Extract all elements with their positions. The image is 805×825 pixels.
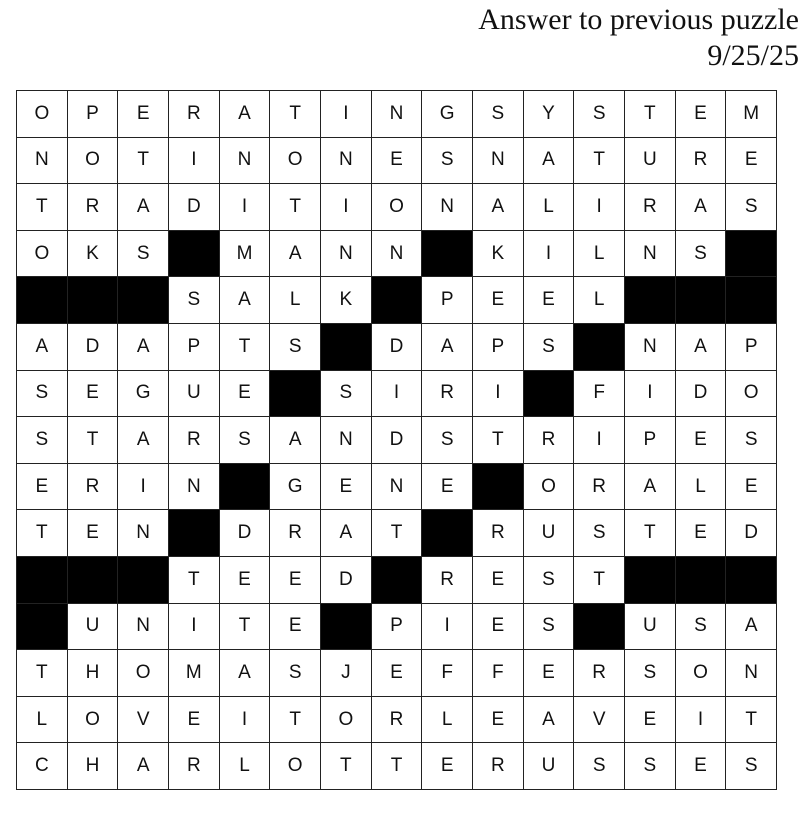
letter-cell: V: [118, 697, 169, 744]
letter-cell: E: [270, 604, 321, 651]
black-square: [372, 277, 423, 324]
letter-cell: I: [321, 184, 372, 231]
letter-cell: R: [676, 138, 727, 185]
letter-cell: A: [524, 697, 575, 744]
black-square: [574, 324, 625, 371]
letter-cell: E: [422, 464, 473, 511]
black-square: [625, 277, 676, 324]
letter-cell: S: [17, 371, 68, 418]
header-title: Answer to previous puzzle: [478, 3, 799, 36]
letter-cell: K: [68, 231, 119, 278]
letter-cell: T: [220, 604, 271, 651]
letter-cell: L: [524, 184, 575, 231]
black-square: [169, 231, 220, 278]
letter-cell: J: [321, 650, 372, 697]
letter-cell: R: [169, 417, 220, 464]
letter-cell: E: [473, 557, 524, 604]
letter-cell: D: [726, 510, 777, 557]
letter-cell: U: [524, 510, 575, 557]
black-square: [473, 464, 524, 511]
letter-cell: O: [726, 371, 777, 418]
letter-cell: R: [270, 510, 321, 557]
letter-cell: I: [169, 138, 220, 185]
letter-cell: A: [220, 650, 271, 697]
letter-cell: E: [524, 277, 575, 324]
letter-cell: A: [676, 324, 727, 371]
letter-cell: N: [372, 231, 423, 278]
letter-cell: E: [68, 510, 119, 557]
letter-cell: S: [524, 324, 575, 371]
letter-cell: R: [169, 743, 220, 790]
letter-cell: N: [118, 510, 169, 557]
letter-cell: T: [625, 91, 676, 138]
letter-cell: N: [625, 231, 676, 278]
letter-cell: E: [473, 277, 524, 324]
letter-cell: A: [118, 743, 169, 790]
letter-cell: S: [574, 510, 625, 557]
letter-cell: U: [625, 604, 676, 651]
letter-cell: L: [574, 231, 625, 278]
letter-cell: P: [68, 91, 119, 138]
black-square: [17, 604, 68, 651]
letter-cell: U: [625, 138, 676, 185]
letter-cell: T: [625, 510, 676, 557]
letter-cell: S: [473, 91, 524, 138]
letter-cell: R: [68, 184, 119, 231]
letter-cell: N: [220, 138, 271, 185]
letter-cell: N: [169, 464, 220, 511]
letter-cell: D: [372, 324, 423, 371]
letter-cell: A: [321, 510, 372, 557]
letter-cell: A: [473, 184, 524, 231]
letter-cell: E: [473, 604, 524, 651]
letter-cell: R: [473, 510, 524, 557]
letter-cell: E: [372, 138, 423, 185]
letter-cell: O: [68, 138, 119, 185]
letter-cell: S: [726, 743, 777, 790]
letter-cell: P: [473, 324, 524, 371]
letter-cell: O: [676, 650, 727, 697]
black-square: [676, 557, 727, 604]
letter-cell: T: [473, 417, 524, 464]
letter-cell: T: [68, 417, 119, 464]
letter-cell: E: [676, 743, 727, 790]
black-square: [321, 324, 372, 371]
letter-cell: I: [220, 697, 271, 744]
letter-cell: H: [68, 743, 119, 790]
letter-cell: E: [726, 138, 777, 185]
black-square: [118, 557, 169, 604]
letter-cell: R: [524, 417, 575, 464]
letter-cell: N: [625, 324, 676, 371]
letter-cell: P: [372, 604, 423, 651]
letter-cell: L: [220, 743, 271, 790]
letter-cell: N: [17, 138, 68, 185]
letter-cell: N: [321, 417, 372, 464]
letter-cell: I: [676, 697, 727, 744]
letter-cell: S: [726, 184, 777, 231]
black-square: [17, 557, 68, 604]
letter-cell: S: [422, 138, 473, 185]
letter-cell: N: [473, 138, 524, 185]
letter-cell: V: [574, 697, 625, 744]
letter-cell: U: [524, 743, 575, 790]
letter-cell: E: [676, 91, 727, 138]
letter-cell: T: [270, 91, 321, 138]
letter-cell: G: [118, 371, 169, 418]
letter-cell: D: [220, 510, 271, 557]
letter-cell: T: [574, 138, 625, 185]
letter-cell: I: [372, 371, 423, 418]
letter-cell: P: [169, 324, 220, 371]
letter-cell: T: [726, 697, 777, 744]
letter-cell: R: [372, 697, 423, 744]
letter-cell: O: [17, 231, 68, 278]
header-date: 9/25/25: [707, 39, 799, 72]
letter-cell: E: [726, 464, 777, 511]
letter-cell: S: [270, 324, 321, 371]
letter-cell: T: [270, 697, 321, 744]
letter-cell: E: [118, 91, 169, 138]
letter-cell: F: [574, 371, 625, 418]
letter-cell: S: [574, 743, 625, 790]
letter-cell: A: [118, 324, 169, 371]
letter-cell: I: [524, 231, 575, 278]
puzzle-header: [478, 2, 799, 74]
letter-cell: R: [68, 464, 119, 511]
black-square: [169, 510, 220, 557]
letter-cell: D: [372, 417, 423, 464]
letter-cell: O: [270, 743, 321, 790]
letter-cell: A: [270, 417, 321, 464]
black-square: [220, 464, 271, 511]
letter-cell: N: [372, 464, 423, 511]
letter-cell: N: [422, 184, 473, 231]
letter-cell: O: [321, 697, 372, 744]
letter-cell: R: [473, 743, 524, 790]
letter-cell: O: [270, 138, 321, 185]
letter-cell: E: [17, 464, 68, 511]
letter-cell: S: [321, 371, 372, 418]
letter-cell: R: [422, 371, 473, 418]
letter-cell: S: [524, 557, 575, 604]
letter-cell: G: [422, 91, 473, 138]
letter-cell: A: [118, 184, 169, 231]
letter-cell: Y: [524, 91, 575, 138]
letter-cell: N: [118, 604, 169, 651]
black-square: [422, 510, 473, 557]
letter-cell: E: [524, 650, 575, 697]
black-square: [625, 557, 676, 604]
letter-cell: A: [676, 184, 727, 231]
black-square: [17, 277, 68, 324]
letter-cell: D: [68, 324, 119, 371]
letter-cell: P: [422, 277, 473, 324]
letter-cell: S: [17, 417, 68, 464]
letter-cell: L: [676, 464, 727, 511]
letter-cell: M: [726, 91, 777, 138]
letter-cell: I: [574, 184, 625, 231]
letter-cell: U: [169, 371, 220, 418]
letter-cell: F: [422, 650, 473, 697]
letter-cell: P: [726, 324, 777, 371]
black-square: [68, 557, 119, 604]
letter-cell: S: [574, 91, 625, 138]
letter-cell: R: [625, 184, 676, 231]
letter-cell: S: [625, 650, 676, 697]
black-square: [726, 557, 777, 604]
letter-cell: A: [220, 277, 271, 324]
letter-cell: N: [321, 231, 372, 278]
letter-cell: K: [473, 231, 524, 278]
letter-cell: E: [372, 650, 423, 697]
letter-cell: A: [625, 464, 676, 511]
letter-cell: M: [220, 231, 271, 278]
letter-cell: S: [524, 604, 575, 651]
letter-cell: E: [676, 417, 727, 464]
letter-cell: O: [17, 91, 68, 138]
letter-cell: T: [372, 510, 423, 557]
letter-cell: S: [625, 743, 676, 790]
letter-cell: L: [422, 697, 473, 744]
letter-cell: H: [68, 650, 119, 697]
letter-cell: E: [473, 697, 524, 744]
letter-cell: A: [726, 604, 777, 651]
black-square: [524, 371, 575, 418]
letter-cell: D: [169, 184, 220, 231]
letter-cell: T: [118, 138, 169, 185]
letter-cell: G: [270, 464, 321, 511]
letter-cell: T: [270, 184, 321, 231]
letter-cell: E: [270, 557, 321, 604]
letter-cell: S: [270, 650, 321, 697]
letter-cell: N: [372, 91, 423, 138]
letter-cell: S: [169, 277, 220, 324]
letter-cell: S: [422, 417, 473, 464]
letter-cell: I: [321, 91, 372, 138]
letter-cell: N: [321, 138, 372, 185]
letter-cell: I: [473, 371, 524, 418]
letter-cell: O: [118, 650, 169, 697]
letter-cell: C: [17, 743, 68, 790]
letter-cell: D: [321, 557, 372, 604]
letter-cell: T: [169, 557, 220, 604]
letter-cell: R: [574, 464, 625, 511]
letter-cell: E: [676, 510, 727, 557]
letter-cell: R: [422, 557, 473, 604]
letter-cell: S: [118, 231, 169, 278]
letter-cell: E: [169, 697, 220, 744]
black-square: [270, 371, 321, 418]
letter-cell: S: [220, 417, 271, 464]
letter-cell: A: [118, 417, 169, 464]
letter-cell: E: [625, 697, 676, 744]
letter-cell: I: [625, 371, 676, 418]
letter-cell: U: [68, 604, 119, 651]
black-square: [372, 557, 423, 604]
black-square: [321, 604, 372, 651]
letter-cell: M: [169, 650, 220, 697]
letter-cell: E: [220, 557, 271, 604]
letter-cell: S: [676, 231, 727, 278]
letter-cell: A: [422, 324, 473, 371]
letter-cell: I: [118, 464, 169, 511]
letter-cell: O: [372, 184, 423, 231]
letter-cell: L: [270, 277, 321, 324]
letter-cell: L: [17, 697, 68, 744]
letter-cell: R: [169, 91, 220, 138]
black-square: [726, 231, 777, 278]
letter-cell: A: [17, 324, 68, 371]
black-square: [726, 277, 777, 324]
letter-cell: P: [625, 417, 676, 464]
black-square: [676, 277, 727, 324]
letter-cell: E: [321, 464, 372, 511]
letter-cell: I: [169, 604, 220, 651]
letter-cell: S: [726, 417, 777, 464]
letter-cell: E: [220, 371, 271, 418]
letter-cell: S: [676, 604, 727, 651]
letter-cell: N: [726, 650, 777, 697]
letter-cell: A: [270, 231, 321, 278]
letter-cell: R: [574, 650, 625, 697]
letter-cell: I: [574, 417, 625, 464]
letter-cell: E: [422, 743, 473, 790]
letter-cell: T: [17, 650, 68, 697]
letter-cell: T: [220, 324, 271, 371]
letter-cell: E: [68, 371, 119, 418]
letter-cell: I: [220, 184, 271, 231]
letter-cell: D: [676, 371, 727, 418]
letter-cell: O: [524, 464, 575, 511]
black-square: [118, 277, 169, 324]
letter-cell: T: [17, 510, 68, 557]
letter-cell: A: [220, 91, 271, 138]
letter-cell: T: [321, 743, 372, 790]
letter-cell: O: [68, 697, 119, 744]
black-square: [422, 231, 473, 278]
letter-cell: K: [321, 277, 372, 324]
letter-cell: A: [524, 138, 575, 185]
black-square: [574, 604, 625, 651]
letter-cell: T: [574, 557, 625, 604]
letter-cell: L: [574, 277, 625, 324]
black-square: [68, 277, 119, 324]
letter-cell: F: [473, 650, 524, 697]
letter-cell: T: [17, 184, 68, 231]
letter-cell: T: [372, 743, 423, 790]
letter-cell: I: [422, 604, 473, 651]
crossword-grid: [16, 90, 777, 790]
